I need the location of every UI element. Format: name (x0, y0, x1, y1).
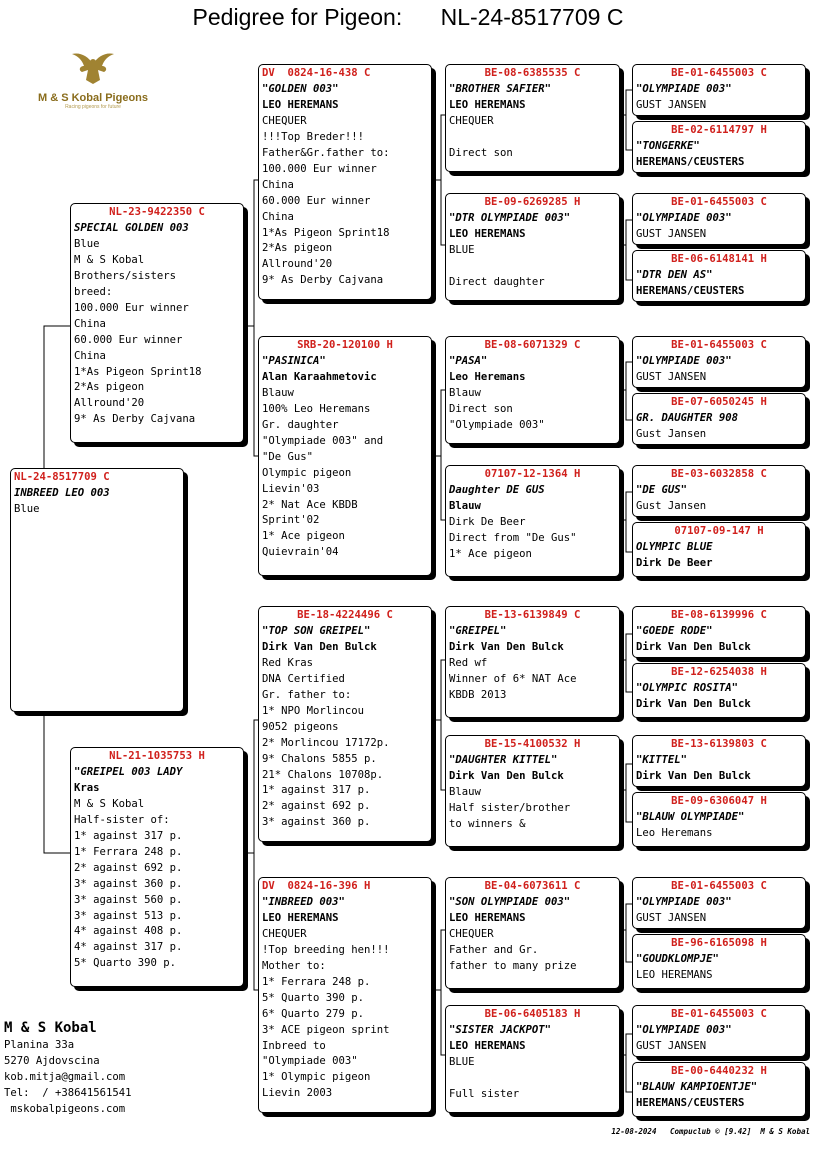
pedigree-note: KBDB 2013 (449, 688, 507, 701)
ring-number: BE-09-6306047 H (671, 795, 767, 807)
pigeon-name: Daughter DE GUS (449, 483, 545, 496)
pedigree-note: Gr. daughter (262, 418, 339, 431)
pedigree-note: Gr. father to: (262, 688, 352, 701)
pigeon-card-ss[interactable] (258, 64, 432, 300)
pedigree-note: Lievin 2003 (262, 1087, 333, 1100)
breeder: Dirk De Beer (636, 556, 713, 569)
breeder: Dirk Van Den Bulck (262, 640, 377, 653)
breeder: Leo Heremans (449, 370, 526, 383)
pigeon-name: "OLYMPIADE 003" (636, 895, 732, 908)
ring-number: BE-02-6114797 H (671, 124, 767, 136)
pigeon-card-g5[interactable] (632, 336, 806, 388)
pedigree-note: Red wf (449, 656, 488, 669)
pigeon-name: "GOUDKLOMPJE" (636, 952, 719, 965)
pigeon-card-g12[interactable] (632, 792, 806, 847)
ring-number: BE-07-6050245 H (671, 396, 767, 408)
pedigree-note: BLUE (449, 243, 475, 256)
pedigree-note: Father and Gr. (449, 943, 539, 956)
pigeon-card-g3[interactable] (632, 193, 806, 245)
pedigree-note: 2* against 692 p. (74, 861, 183, 874)
pedigree-note: father to many prize (449, 959, 577, 972)
pedigree-note: breed: (74, 285, 113, 298)
footer-credit: 12-08-2024 Compuclub © [9.42] M & S Kobal (611, 1127, 810, 1136)
breeder: Dirk Van Den Bulck (636, 640, 751, 653)
pedigree-note: GUST JANSEN (636, 370, 707, 383)
pigeon-card-dsd[interactable] (445, 735, 620, 847)
pigeon-card-g6[interactable] (632, 393, 806, 445)
owner-email[interactable]: kob.mitja@gmail.com (4, 1070, 126, 1083)
pigeon-card-dds[interactable] (445, 877, 620, 989)
breeder: HEREMANS/CEUSTERS (636, 284, 745, 297)
pedigree-note: Blauw (262, 386, 294, 399)
pigeon-name: "PASA" (449, 354, 488, 367)
owner-city-line: 5270 Ajdovscina (4, 1054, 100, 1067)
pedigree-note: Direct from "De Gus" (449, 531, 577, 544)
pedigree-note: Blue (14, 502, 40, 515)
pedigree-note: 1* Ferrara 248 p. (74, 845, 183, 858)
ring-number: BE-12-6254038 H (671, 666, 767, 678)
pedigree-note: China (262, 178, 294, 191)
pedigree-note: Allround'20 (262, 258, 333, 271)
pigeon-name: "BLAUW OLYMPIADE" (636, 810, 745, 823)
pedigree-note: "Olympiade 003" (262, 1055, 358, 1068)
pigeon-name: "OLYMPIADE 003" (636, 82, 732, 95)
ring-number: BE-96-6165098 H (671, 937, 767, 949)
pedigree-note: M & S Kobal (74, 253, 145, 266)
breeder: LEO HEREMANS (262, 98, 339, 111)
owner-address-line: Planina 33a (4, 1039, 75, 1051)
pedigree-note: GUST JANSEN (636, 227, 707, 240)
breeder: HEREMANS/CEUSTERS (636, 1096, 745, 1109)
pigeon-name: "GREIPEL" (449, 624, 507, 637)
ring-number: SRB-20-120100 H (297, 339, 393, 351)
pigeon-name: "DTR OLYMPIADE 003" (449, 211, 571, 224)
pedigree-note: 9052 pigeons (262, 720, 339, 733)
pedigree-note (449, 130, 616, 146)
breeder: LEO HEREMANS (449, 911, 526, 924)
pigeon-name: "SISTER JACKPOT" (449, 1023, 552, 1036)
pedigree-note: to winners & (449, 817, 526, 830)
pigeon-name: "PASINICA" (262, 354, 326, 367)
pedigree-note: China (262, 210, 294, 223)
pedigree-note: Quievrain'04 (262, 546, 339, 559)
ring-number: NL-24-8517709 C (14, 471, 110, 483)
pedigree-note: 2* Morlincou 17172p. (262, 736, 390, 749)
pedigree-note: "Olympiade 003" (449, 418, 545, 431)
pedigree-note: 100% Leo Heremans (262, 402, 371, 415)
pedigree-note: 60.000 Eur winner (74, 333, 183, 346)
pigeon-name: "DAUGHTER KITTEL" (449, 753, 558, 766)
pedigree-note: 2*As pigeon (262, 242, 333, 255)
pedigree-note: China (74, 317, 106, 330)
pedigree-note: Blauw (449, 386, 481, 399)
pedigree-note: 3* against 560 p. (74, 893, 183, 906)
ring-number: BE-13-6139849 C (484, 609, 581, 621)
ring-number: BE-18-4224496 C (297, 609, 393, 621)
pedigree-note: Gust Jansen (636, 499, 707, 512)
pigeon-name: "GOEDE RODE" (636, 624, 713, 637)
pedigree-note: Full sister (449, 1087, 520, 1100)
pedigree-note: 1* against 317 p. (74, 829, 183, 842)
pigeon-name: "OLYMPIADE 003" (636, 354, 732, 367)
pedigree-note: LEO HEREMANS (636, 968, 713, 981)
pigeon-card-ssd[interactable] (445, 193, 620, 301)
pedigree-note: 21* Chalons 10708p. (262, 768, 384, 781)
pedigree-note: CHEQUER (262, 114, 307, 127)
ring-number: NL-23-9422350 C (109, 206, 205, 218)
owner-name: M & S Kobal (4, 1020, 97, 1036)
breeder: HEREMANS/CEUSTERS (636, 155, 745, 168)
pedigree-note: M & S Kobal (74, 797, 145, 810)
pedigree-note: 3* against 360 p. (262, 816, 371, 829)
pigeon-card-g11[interactable] (632, 735, 806, 787)
pedigree-note: BLUE (449, 1055, 475, 1068)
pigeon-card-dss[interactable] (445, 606, 620, 718)
breeder: Alan Karaahmetovic (262, 370, 377, 383)
pigeon-name: GR. DAUGHTER 908 (636, 411, 739, 424)
pedigree-note: !Top breeding hen!!! (262, 943, 390, 956)
pedigree-note: 2* against 692 p. (262, 800, 371, 813)
pedigree-note: 100.000 Eur winner (74, 301, 189, 314)
pigeon-card-ddd[interactable] (445, 1005, 620, 1113)
pedigree-note: Direct son (449, 146, 513, 159)
pigeon-name: "OLYMPIC ROSITA" (636, 681, 739, 694)
pedigree-note: 9* As Derby Cajvana (74, 413, 196, 426)
pigeon-card-g14[interactable] (632, 934, 806, 989)
pedigree-note: 60.000 Eur winner (262, 194, 371, 207)
breeder: Kras (74, 781, 100, 794)
ring-number: BE-01-6455003 C (671, 196, 767, 208)
pigeon-name: OLYMPIC BLUE (636, 540, 713, 553)
pigeon-card-g9[interactable] (632, 606, 806, 658)
pedigree-note: Leo Heremans (636, 826, 713, 839)
breeder: Dirk Van Den Bulck (636, 769, 751, 782)
ring-number: BE-09-6269285 H (484, 196, 581, 208)
pedigree-note: GUST JANSEN (636, 98, 707, 111)
pedigree-note: 3* against 360 p. (74, 877, 183, 890)
ring-number: BE-04-6073611 C (484, 880, 581, 892)
pedigree-note: Half-sister of: (74, 813, 170, 826)
logo-brand: M & S Kobal Pigeons (37, 92, 148, 104)
pigeon-name: "DTR DEN AS" (636, 268, 713, 281)
pedigree-note: 1* Olympic pigeon (262, 1071, 371, 1084)
pedigree-note: 100.000 Eur winner (262, 162, 377, 175)
ring-number: BE-08-6139996 C (671, 609, 767, 621)
pigeon-card-ds[interactable] (258, 606, 432, 842)
pigeon-name: INBREED LEO 003 (14, 486, 110, 499)
pigeon-card-sss[interactable] (445, 64, 620, 172)
pedigree-note: Sprint'02 (262, 514, 320, 527)
pedigree-note: 3* against 513 p. (74, 909, 183, 922)
pigeon-card-g2[interactable] (632, 121, 806, 173)
pedigree-note: 6* Quarto 279 p. (262, 1007, 365, 1020)
ring-number: DV 0824-16-438 C (262, 67, 371, 79)
pedigree-note: 1* Ace pigeon (449, 547, 532, 560)
breeder: LEO HEREMANS (449, 227, 526, 240)
pedigree-note: 2* Nat Ace KBDB (262, 498, 358, 511)
pedigree-note: Blue (74, 237, 100, 250)
pigeon-name: "OLYMPIADE 003" (636, 1023, 732, 1036)
owner-block (4, 1018, 234, 1118)
pigeon-card-g1[interactable] (632, 64, 806, 116)
breeder: LEO HEREMANS (449, 1039, 526, 1052)
ring-number: BE-01-6455003 C (671, 880, 767, 892)
pigeon-card-sire[interactable] (70, 203, 244, 443)
ring-number: BE-08-6385535 C (484, 67, 581, 79)
ring-number: 07107-12-1364 H (484, 468, 581, 480)
ring-number: BE-01-6455003 C (671, 67, 767, 79)
pedigree-note: 9* As Derby Cajvana (262, 274, 384, 287)
pedigree-note: 1*As Pigeon Sprint18 (74, 365, 202, 378)
pedigree-note: Olympic pigeon (262, 466, 352, 479)
pigeon-card-g7[interactable] (632, 465, 806, 517)
pigeon-name: "GOLDEN 003" (262, 82, 339, 95)
pedigree-note (449, 259, 616, 275)
ring-number: BE-08-6071329 C (484, 339, 581, 351)
breeder: Dirk Van Den Bulck (449, 640, 564, 653)
pedigree-note: "Olympiade 003" and (262, 434, 384, 447)
breeder: Dirk Van Den Bulck (636, 697, 751, 710)
pigeon-card-dd[interactable] (258, 877, 432, 1113)
breeder: Dirk Van Den Bulck (449, 769, 564, 782)
pigeon-card-subject[interactable] (10, 468, 184, 712)
pigeon-name: "OLYMPIADE 003" (636, 211, 732, 224)
pedigree-note: "De Gus" (262, 450, 314, 463)
pedigree-note: 1* NPO Morlincou (262, 704, 365, 717)
ring-number: BE-06-6405183 H (484, 1008, 581, 1020)
pigeon-name: "TOP SON GREIPEL" (262, 624, 371, 637)
breeder: Blauw (449, 499, 481, 512)
pedigree-note: Brothers/sisters (74, 269, 177, 282)
pedigree-note: Allround'20 (74, 397, 145, 410)
page-title: Pedigree for Pigeon: NL-24-8517709 C (192, 4, 624, 30)
pedigree-note: CHEQUER (449, 114, 494, 127)
pigeon-name: "BROTHER SAFIER" (449, 82, 552, 95)
pigeon-card-sdd[interactable] (445, 465, 620, 577)
pedigree-note: Lievin'03 (262, 482, 320, 495)
ring-number: NL-21-1035753 H (109, 750, 205, 762)
pedigree-note: Direct daughter (449, 275, 545, 288)
ring-number: BE-01-6455003 C (671, 339, 767, 351)
pedigree-note: 1* Ace pigeon (262, 530, 345, 543)
pigeon-card-g10[interactable] (632, 663, 806, 718)
owner-phone: Tel: / +38641561541 (4, 1086, 132, 1099)
pigeon-card-g16[interactable] (632, 1062, 806, 1117)
ring-number: DV 0824-16-396 H (262, 880, 371, 892)
pedigree-note: Inbreed to (262, 1039, 326, 1052)
pedigree-note: CHEQUER (449, 927, 494, 940)
ring-number: BE-13-6139803 C (671, 738, 767, 750)
pedigree-note: Father&Gr.father to: (262, 146, 390, 159)
ring-number: BE-00-6440232 H (671, 1065, 767, 1077)
pedigree-note: GUST JANSEN (636, 911, 707, 924)
pedigree-note: GUST JANSEN (636, 1039, 707, 1052)
logo-tagline: Racing pigeons for future (65, 104, 121, 110)
pedigree-note: 3* ACE pigeon sprint (262, 1023, 390, 1036)
ring-number: BE-03-6032858 C (671, 468, 767, 480)
pedigree-note (449, 1071, 616, 1087)
ring-number: 07107-09-147 H (674, 525, 764, 537)
pigeon-name: "BLAUW KAMPIOENTJE" (636, 1080, 758, 1093)
pigeon-name: "DE GUS" (636, 483, 688, 496)
pedigree-note: Blauw (449, 785, 481, 798)
ring-number: BE-06-6148141 H (671, 253, 767, 265)
pedigree-note: 5* Quarto 390 p. (74, 957, 177, 970)
owner-website[interactable]: mskobalpigeons.com (4, 1102, 126, 1115)
pedigree-note: Half sister/brother (449, 801, 571, 814)
pigeon-name: "INBREED 003" (262, 895, 345, 908)
pigeon-card-sd[interactable] (258, 336, 432, 576)
ring-number: BE-01-6455003 C (671, 1008, 767, 1020)
pedigree-note: 1* against 317 p. (262, 784, 371, 797)
pedigree-note: Winner of 6* NAT Ace (449, 672, 577, 685)
pedigree-note: 4* against 408 p. (74, 925, 183, 938)
pedigree-note: 1*As Pigeon Sprint18 (262, 226, 390, 239)
pedigree-note: 2*As pigeon (74, 381, 145, 394)
pedigree-note: Red Kras (262, 656, 314, 669)
pedigree-note: Mother to: (262, 959, 326, 972)
pedigree-note: 1* Ferrara 248 p. (262, 975, 371, 988)
pigeon-card-sds[interactable] (445, 336, 620, 444)
pigeon-name: "TONGERKE" (636, 139, 700, 152)
pigeon-card-g13[interactable] (632, 877, 806, 929)
pedigree-note: Dirk De Beer (449, 515, 526, 528)
pedigree-note: Direct son (449, 402, 513, 415)
pedigree-note: CHEQUER (262, 927, 307, 940)
pedigree-note: 9* Chalons 5855 p. (262, 752, 377, 765)
pedigree-note: DNA Certified (262, 672, 345, 685)
pedigree-note: 4* against 317 p. (74, 941, 183, 954)
pigeon-card-g4[interactable] (632, 250, 806, 302)
pedigree-note: Gust Jansen (636, 427, 707, 440)
pedigree-note: !!!Top Breder!!! (262, 130, 365, 143)
pigeon-name: "GREIPEL 003 LADY (74, 765, 183, 778)
pigeon-card-dam[interactable] (70, 747, 244, 987)
pedigree-note: 5* Quarto 390 p. (262, 991, 365, 1004)
breeder: LEO HEREMANS (449, 98, 526, 111)
pigeon-name: "KITTEL" (636, 753, 688, 766)
pedigree-note: China (74, 349, 106, 362)
pigeon-name: "SON OLYMPIADE 003" (449, 895, 571, 908)
pigeon-card-g8[interactable] (632, 522, 806, 577)
ring-number: BE-15-4100532 H (484, 738, 581, 750)
pigeon-card-g15[interactable] (632, 1005, 806, 1057)
breeder: LEO HEREMANS (262, 911, 339, 924)
pigeon-name: SPECIAL GOLDEN 003 (74, 221, 189, 234)
